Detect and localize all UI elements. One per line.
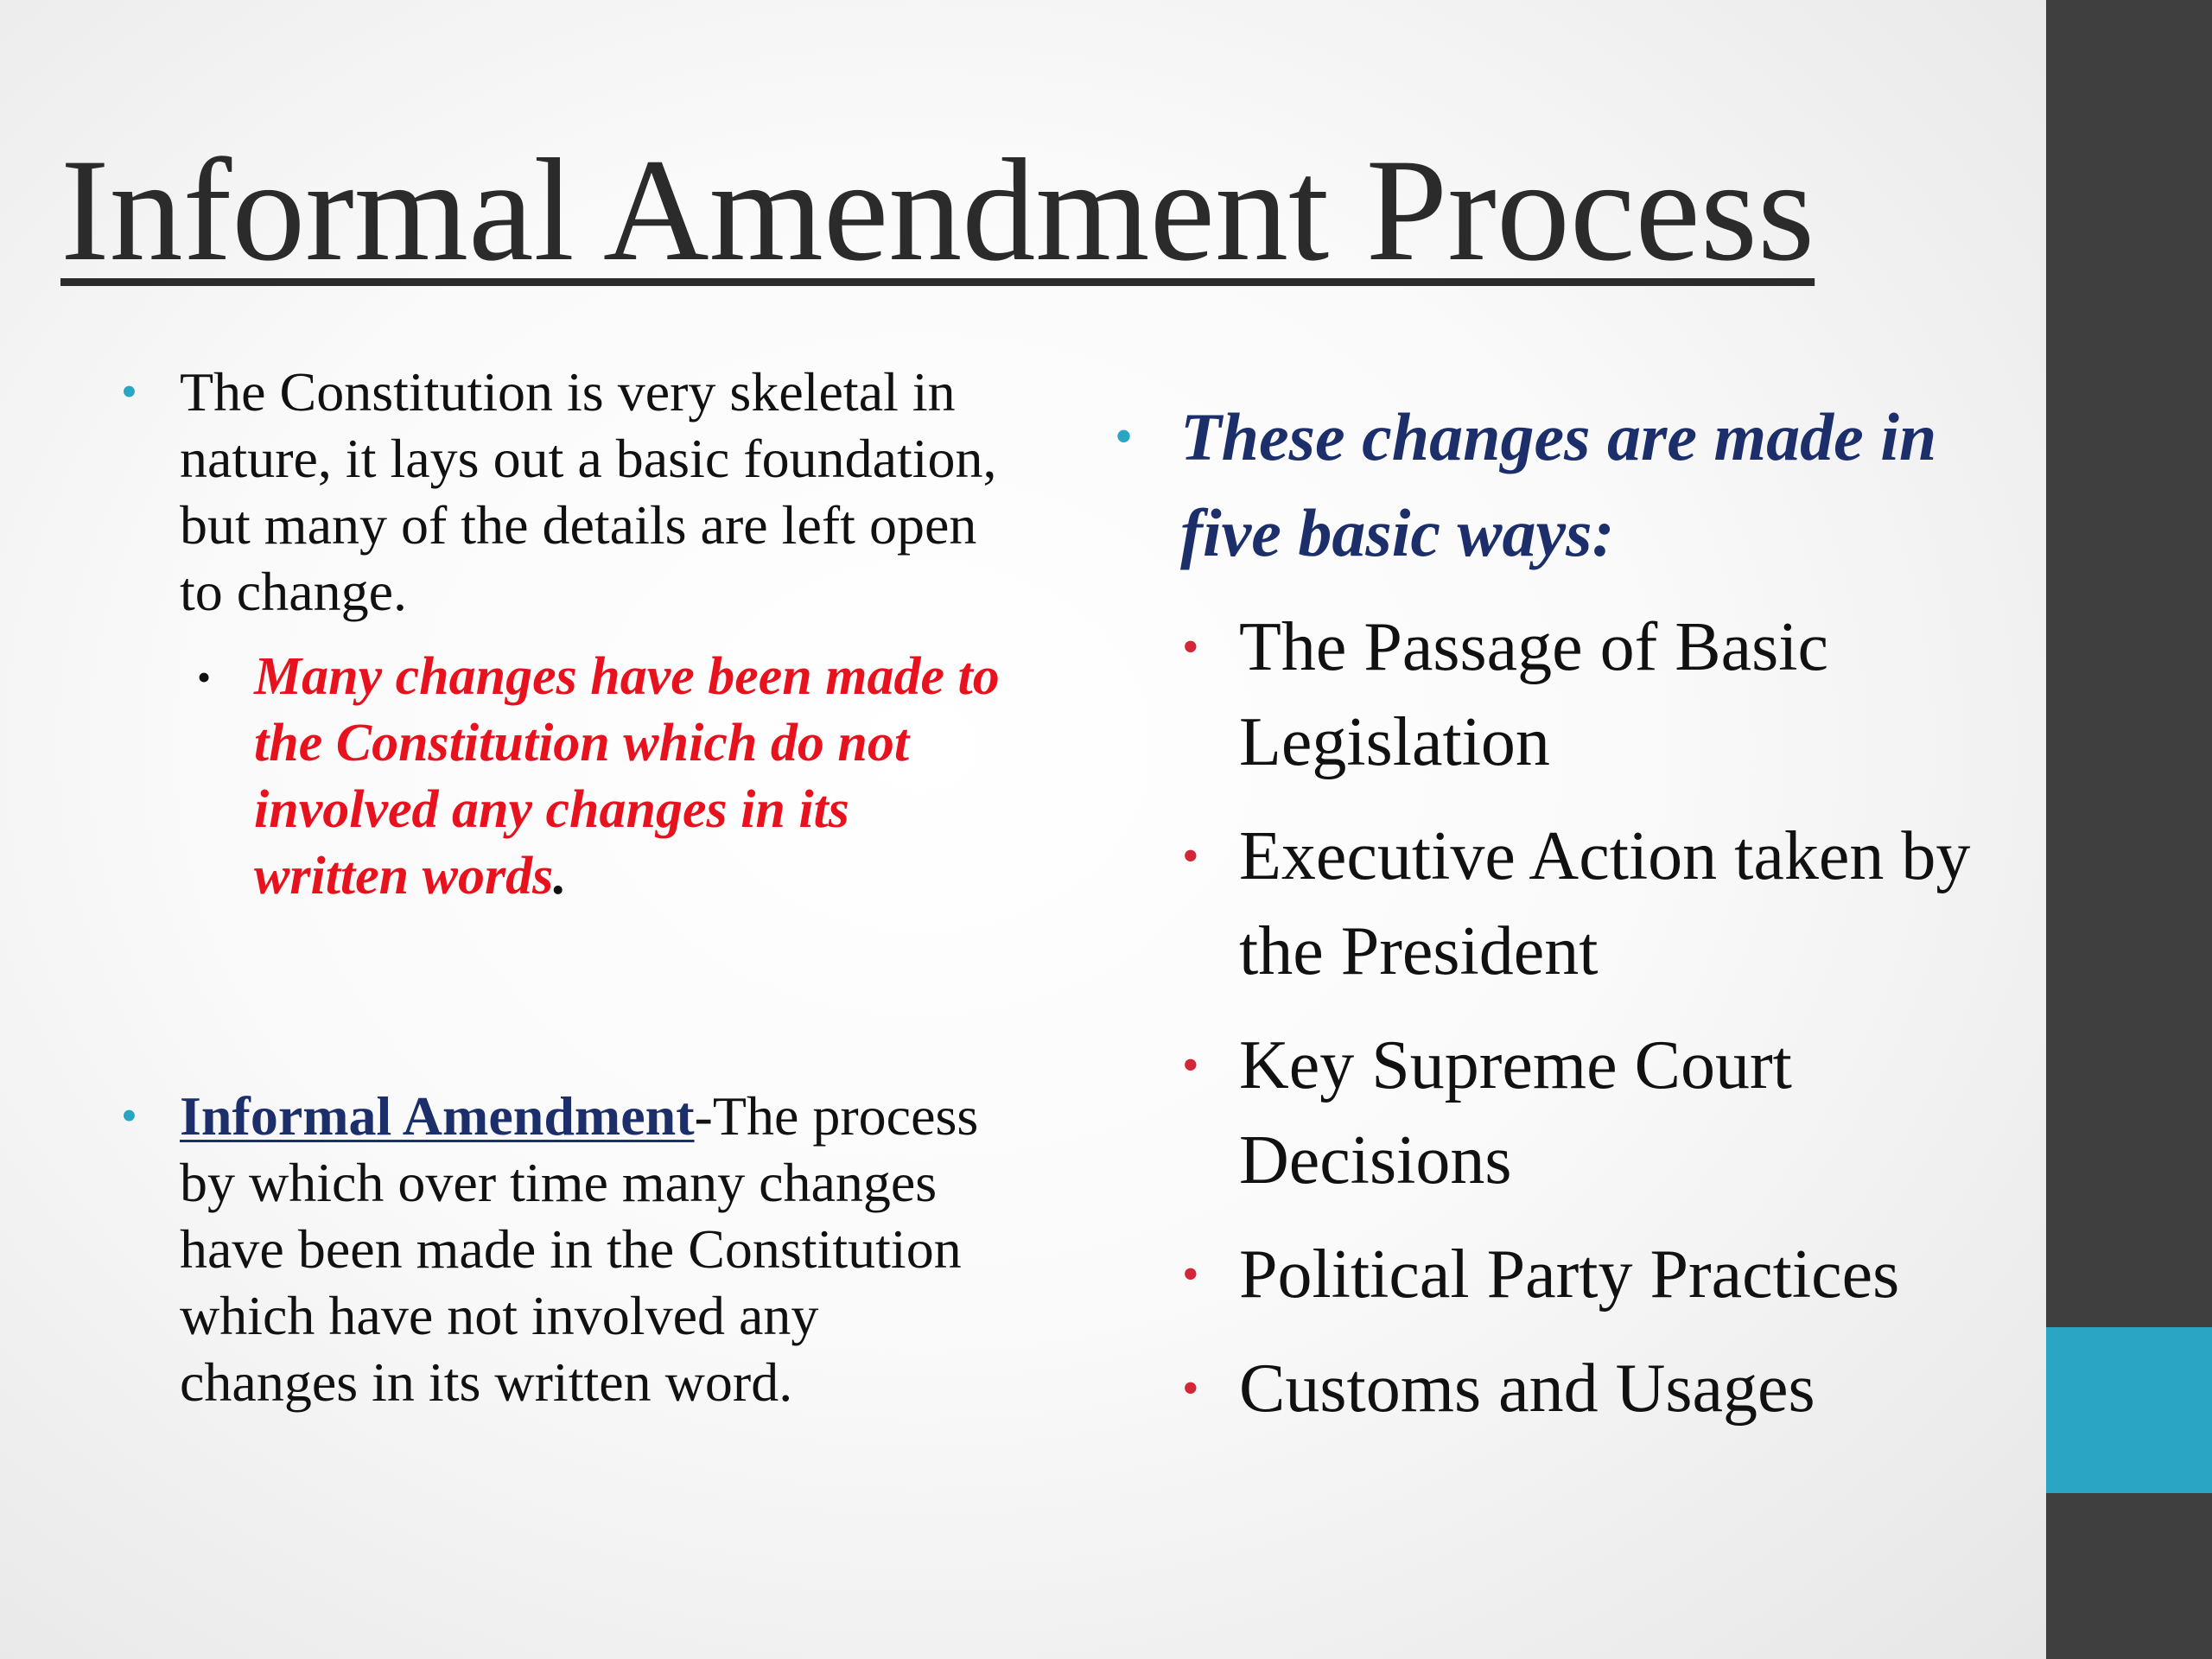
intro-text: The Constitution is very skeletal in nature, it lays out a basic foundation, but many of the details are left open to change. [180, 361, 997, 622]
sub-point-period: . [553, 847, 567, 906]
bullet-icon: • [1182, 1248, 1199, 1301]
definition-term: Informal Amendment [180, 1085, 695, 1147]
bullet-icon: • [121, 365, 137, 417]
bullet-icon: • [121, 1090, 137, 1141]
intro-bullet [121, 359, 1002, 625]
way-item-text: The Passage of Basic Legislation [1239, 609, 1829, 780]
sub-point-text: Many changes have been made to the Constitution which do not involved any changes in its written words [254, 647, 1000, 906]
right-column [1115, 389, 2013, 1436]
sidebar-accent-block [2046, 1327, 2212, 1493]
ways-heading-bullet [1115, 389, 2013, 581]
way-item-text: Key Supreme Court Decisions [1239, 1027, 1792, 1198]
ways-heading: These changes are made in five basic ways [1180, 399, 1937, 570]
way-item-text: Political Party Practices [1239, 1236, 1900, 1313]
bullet-icon: • [1115, 408, 1134, 465]
definition-text: -The process by which over time many changes have been made in the Constitution which have not involved any changes in its written word. [180, 1085, 979, 1413]
bullet-icon: • [1182, 1362, 1199, 1415]
way-item-legislation [1182, 600, 2013, 790]
left-column [121, 359, 1002, 1415]
way-item-text: Customs and Usages [1239, 1351, 1815, 1427]
way-item-party-practices [1182, 1227, 2013, 1322]
bullet-icon: • [1182, 620, 1199, 674]
sub-point-bullet [197, 644, 1002, 910]
way-item-executive-action [1182, 809, 2013, 999]
way-item-text: Executive Action taken by the President [1239, 818, 1971, 989]
bullet-icon: • [197, 655, 212, 699]
bullet-icon: • [1182, 830, 1199, 883]
way-item-court-decisions [1182, 1018, 2013, 1208]
way-item-customs [1182, 1341, 2013, 1436]
spacer [121, 910, 1002, 1083]
ways-heading-colon: : [1592, 495, 1615, 570]
slide-title: Informal Amendment Process [60, 129, 1815, 291]
bullet-icon: • [1182, 1039, 1199, 1092]
definition-bullet [121, 1083, 1002, 1415]
